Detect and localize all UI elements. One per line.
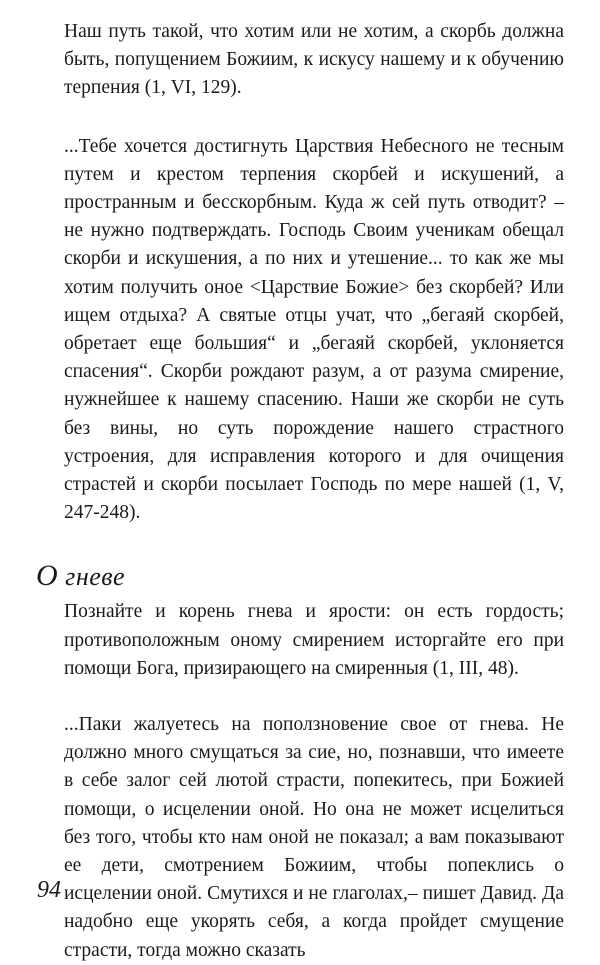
paragraph-4: ...Паки жалуетесь на поползновение свое от гнева. Не должно много смущаться за сие, но, познавши, что имеете в себе залог сей лютой страсти, попекитесь, при Божией помощи, о исцелении оной. Но она не может исцелиться без того, чтобы кто нам оной не показал; а вам показывают ее дети, смотрением Божиим, чтобы попеклись о исцелении оной. Смутихся и не глаголах,– пишет Давид. Да надобно еще укорять себя, а когда пройдет смущение страсти, тогда можно сказать bbox=[64, 714, 564, 961]
section-heading-text: гневе bbox=[58, 562, 126, 592]
paragraph-2: ...Тебе хочется достигнуть Царствия Небесного не тесным путем и крестом терпения скорбей и искушений, а пространным и бесскорбным. Куда ж сей путь отводит? – не нужно подтверждать. Господь Своим ученикам обещал скорби и искушения, а по них и утешение... то как же мы хотим получить оное <Царствие Божие> без скорбей? Или ищем отдыха? А святые отцы учат, что „бегаяй скорбей, обретает еще большия“ и „бегаяй скорбей, уклоняется спасения“. Скорби рождают разум, а от разума смирение, нужнейшее к нашему спасению. Наши же скорби не суть без вины, но суть порождение нашего страстного устроения, для исправления которого и для очищения страстей и скорби посылает Господь по мере нашей (1, V, 247-248). bbox=[64, 135, 564, 524]
paragraph-1: Наш путь такой, что хотим или не хотим, а скорбь должна быть, попущением Божиим, к искусу нашему и к обучению терпения (1, VI, 129). bbox=[64, 21, 564, 99]
page-number: 94 bbox=[37, 877, 61, 903]
section-heading bbox=[36, 561, 564, 592]
paragraph-3: Познайте и корень гнева и ярости: он есть гордость; противоположным оному смирением исторгайте его при помощи Бога, призирающего на смиренныя (1, III, 48). bbox=[64, 601, 564, 679]
section-heading-initial: О bbox=[36, 559, 59, 593]
